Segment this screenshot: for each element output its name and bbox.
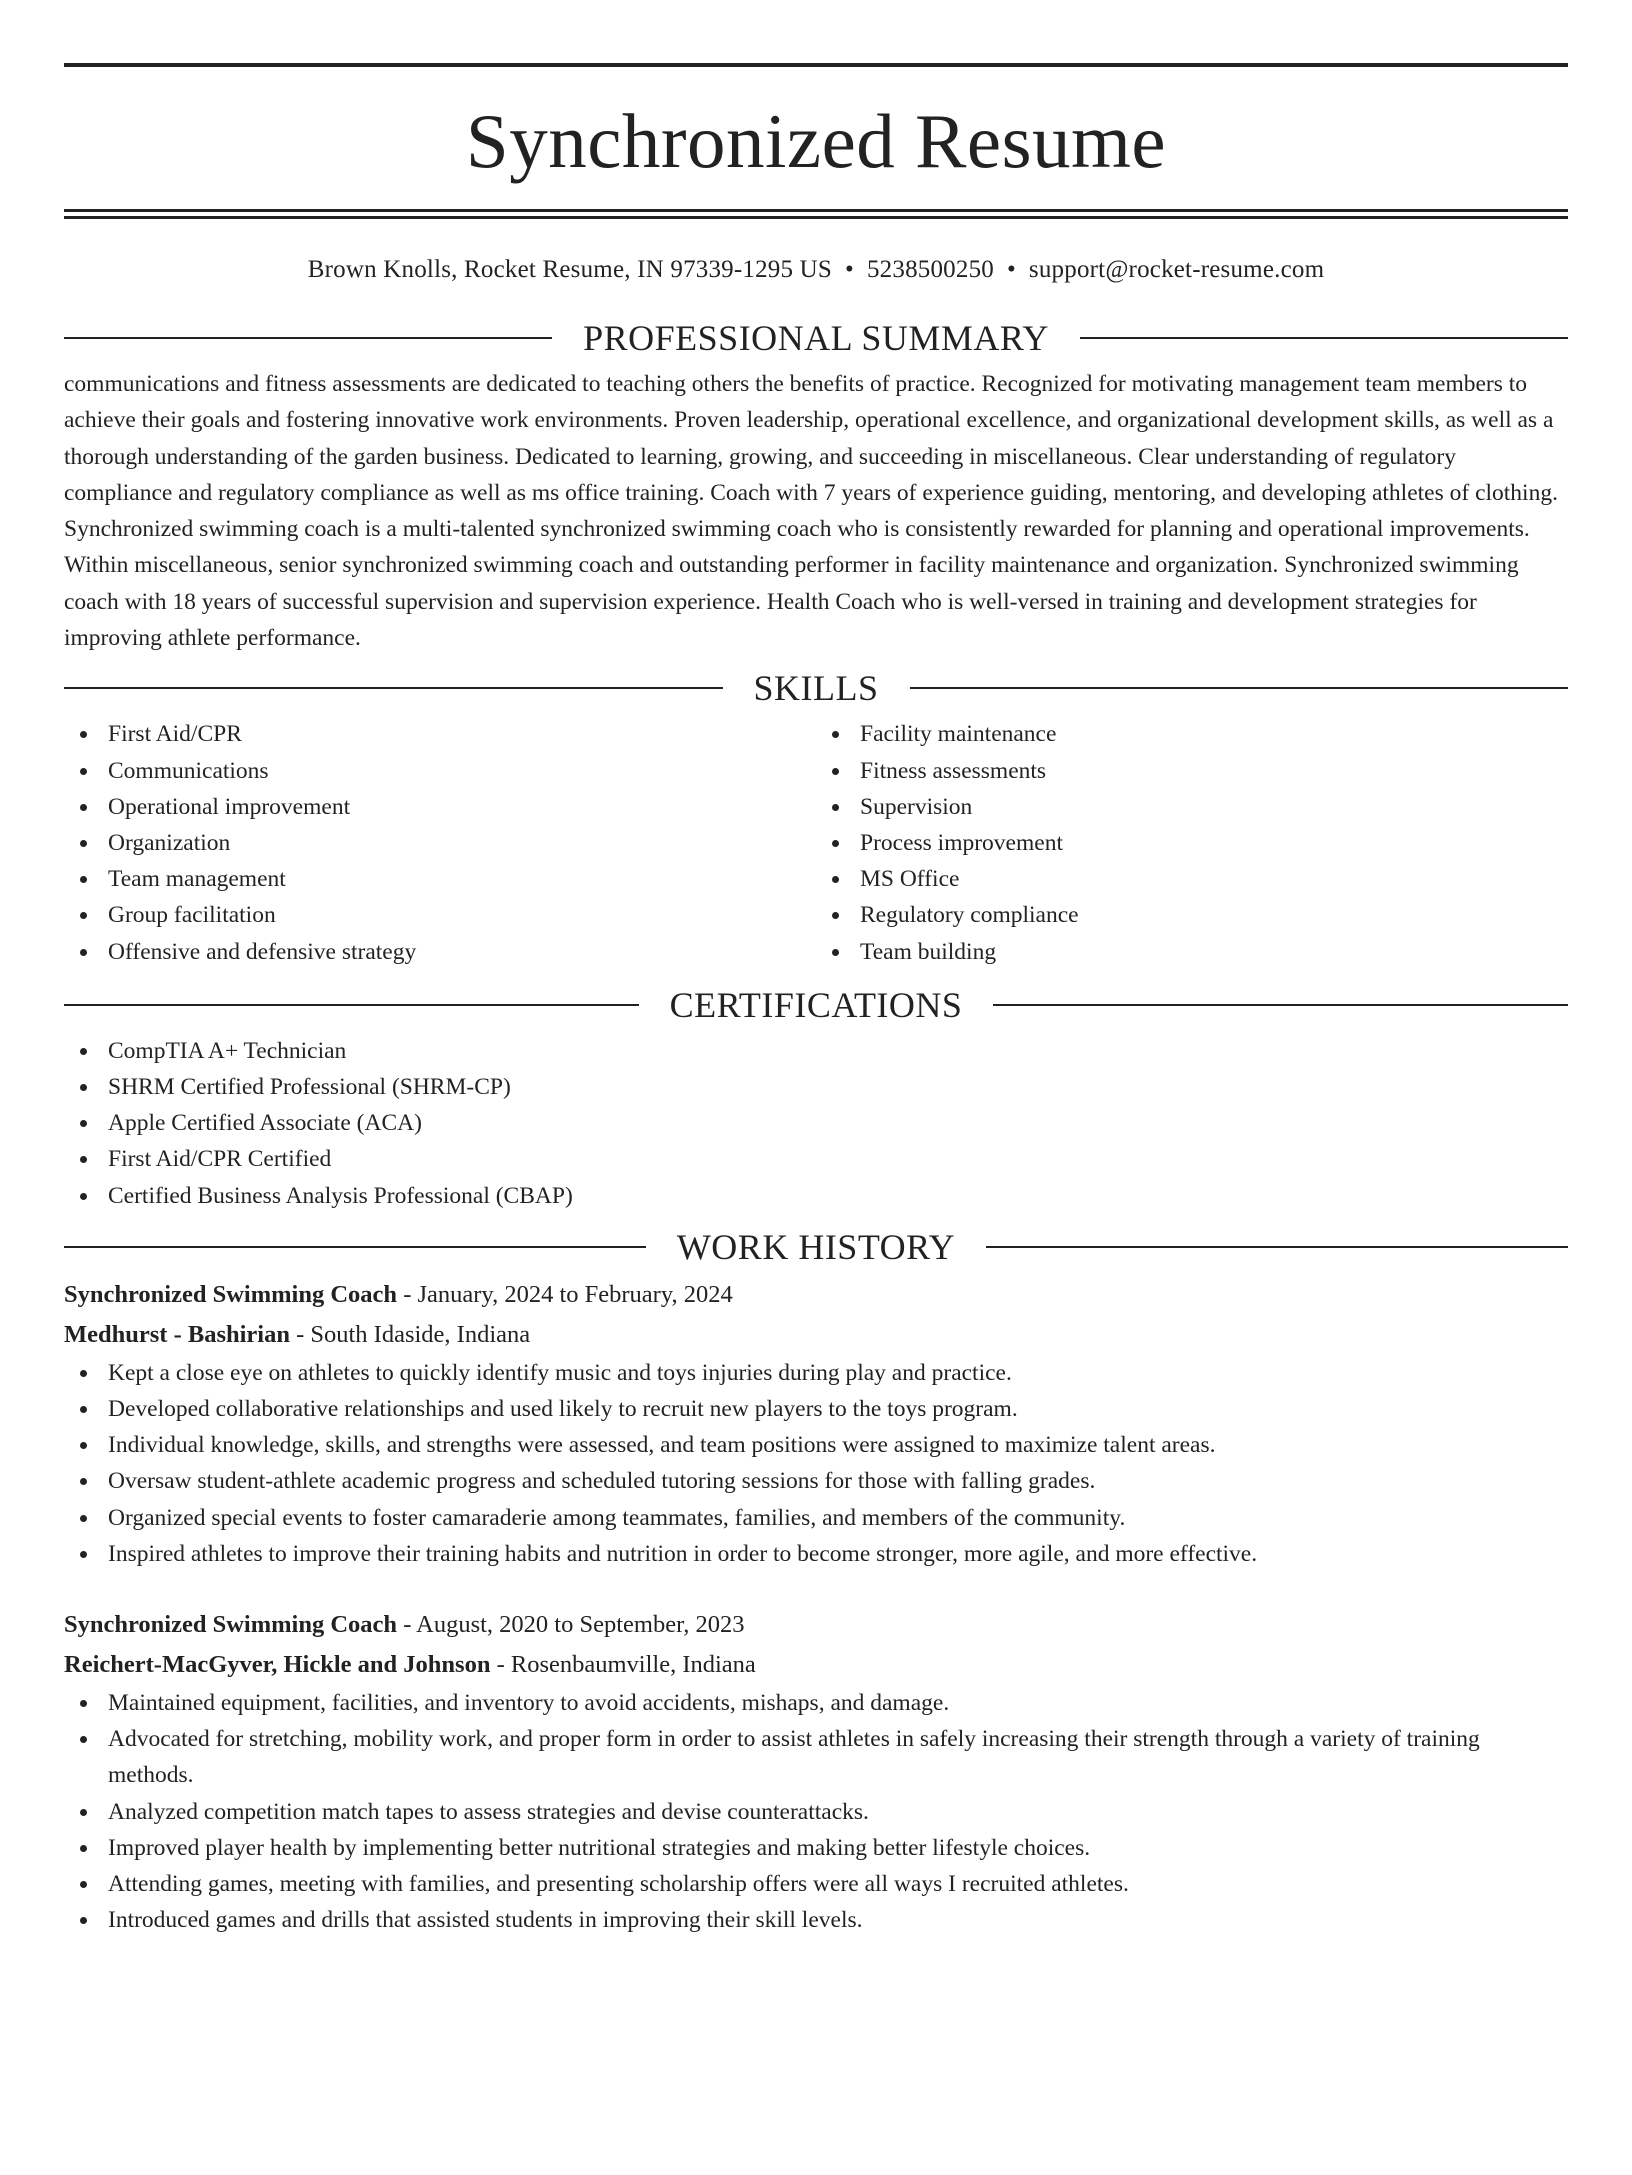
work-heading-title: WORK HISTORY <box>676 1226 956 1267</box>
skill-item: Fitness assessments <box>816 753 1568 789</box>
job-bullet: Oversaw student-athlete academic progress and scheduled tutoring sessions for those with falling grades. <box>64 1463 1568 1499</box>
skill-item: Team management <box>64 861 816 897</box>
skill-item: Regulatory compliance <box>816 897 1568 933</box>
job-bullet: Organized special events to foster camaraderie among teammates, families, and members of the community. <box>64 1500 1568 1536</box>
job-bullet: Developed collaborative relationships and used likely to recruit new players to the toys program. <box>64 1391 1568 1427</box>
job-dates: - January, 2024 to February, 2024 <box>397 1280 733 1308</box>
certifications-heading-title: CERTIFICATIONS <box>669 984 963 1025</box>
heading-rule <box>64 1004 639 1006</box>
job-bullet: Advocated for stretching, mobility work, and proper form in order to assist athletes in safely increasing their strength through a variety of training methods. <box>64 1721 1568 1793</box>
skill-item: Organization <box>64 825 816 861</box>
job-company-line <box>64 1645 1568 1685</box>
job-bullet: Analyzed competition match tapes to assess strategies and devise counterattacks. <box>64 1794 1568 1830</box>
address: Brown Knolls, Rocket Resume, IN 97339-1295 US <box>307 256 833 283</box>
double-rule <box>64 209 1568 219</box>
summary-heading <box>64 320 1568 356</box>
certifications-list <box>64 1033 1568 1214</box>
job-title: Synchronized Swimming Coach <box>64 1280 398 1308</box>
skills-column-right <box>816 716 1568 969</box>
job-bullet: Introduced games and drills that assisted students in improving their skill levels. <box>64 1902 1568 1938</box>
top-rule <box>64 63 1568 67</box>
job-entry <box>64 1605 1568 1938</box>
certification-item: SHRM Certified Professional (SHRM-CP) <box>64 1069 1568 1105</box>
heading-rule <box>64 687 723 689</box>
job-bullets <box>64 1355 1568 1572</box>
contact-line <box>64 255 1568 285</box>
summary-text: communications and fitness assessments are dedicated to teaching others the benefits of practice. Recognized for motivating management team members to achieve their goals and fostering innovative work environments. Proven leadership, operational excellence, and organizational development skills, as well as a thorough understanding of the garden business. Dedicated to learning, growing, and succeeding in miscellaneous. Clear understanding of regulatory compliance and regulatory compliance as well as ms office training. Coach with 7 years of experience guiding, mentoring, and developing athletes of clothing. Synchronized swimming coach is a multi-talented synchronized swimming coach who is consistently rewarded for planning and operational improvements. Within miscellaneous, senior synchronized swimming coach and outstanding performer in facility maintenance and organization. Synchronized swimming coach with 18 years of successful supervision and supervision experience. Health Coach who is well-versed in training and development strategies for improving athlete performance. <box>64 371 1558 652</box>
certification-item: Apple Certified Associate (ACA) <box>64 1105 1568 1141</box>
resume-page <box>0 63 1632 2175</box>
work-heading <box>64 1226 1568 1267</box>
heading-rule <box>1080 337 1568 339</box>
skill-item: Communications <box>64 753 816 789</box>
skills-column-left <box>64 716 816 969</box>
job-title: Synchronized Swimming Coach <box>64 1611 398 1639</box>
certification-item: CompTIA A+ Technician <box>64 1033 1568 1069</box>
job-location: - Rosenbaumville, Indiana <box>490 1651 756 1679</box>
job-bullet: Improved player health by implementing better nutritional strategies and making better lifestyle choices. <box>64 1830 1568 1866</box>
skill-item: Facility maintenance <box>816 716 1568 752</box>
email: support@rocket-resume.com <box>1028 256 1325 283</box>
summary-heading-title: PROFESSIONAL SUMMARY <box>583 318 1049 358</box>
skill-item: Process improvement <box>816 825 1568 861</box>
heading-rule <box>993 1004 1568 1006</box>
job-title-line <box>64 1275 1568 1315</box>
job-entry <box>64 1275 1568 1572</box>
job-dates: - August, 2020 to September, 2023 <box>397 1611 745 1639</box>
skills-heading-title: SKILLS <box>753 668 879 709</box>
skill-item: Team building <box>816 934 1568 970</box>
job-location: - South Idaside, Indiana <box>289 1320 531 1348</box>
job-bullet: Inspired athletes to improve their training habits and nutrition in order to become stronger, more agile, and more effective. <box>64 1536 1568 1572</box>
certifications-heading <box>64 984 1568 1025</box>
skills-heading <box>64 668 1568 709</box>
resume-name: Synchronized Resume <box>465 98 1167 184</box>
contact-separator: • <box>1006 256 1016 283</box>
job-company: Medhurst - Bashirian <box>64 1320 290 1348</box>
skill-item: Operational improvement <box>64 789 816 825</box>
skills-list <box>64 716 1568 969</box>
job-bullet: Individual knowledge, skills, and strengths were assessed, and team positions were assigned to maximize talent areas. <box>64 1427 1568 1463</box>
heading-rule <box>64 1246 646 1248</box>
phone: 5238500250 <box>866 256 994 283</box>
skill-item: First Aid/CPR <box>64 716 816 752</box>
job-bullet: Kept a close eye on athletes to quickly identify music and toys injuries during play and practice. <box>64 1355 1568 1391</box>
job-company-line <box>64 1315 1568 1355</box>
job-company: Reichert-MacGyver, Hickle and Johnson <box>64 1651 491 1679</box>
skill-item: MS Office <box>816 861 1568 897</box>
job-bullet: Attending games, meeting with families, and presenting scholarship offers were all ways I recruited athletes. <box>64 1866 1568 1902</box>
skill-item: Supervision <box>816 789 1568 825</box>
job-bullet: Maintained equipment, facilities, and inventory to avoid accidents, mishaps, and damage. <box>64 1685 1568 1721</box>
heading-rule <box>64 337 552 339</box>
certification-item: First Aid/CPR Certified <box>64 1141 1568 1177</box>
skill-item: Offensive and defensive strategy <box>64 934 816 970</box>
contact-separator: • <box>845 256 854 283</box>
job-title-line <box>64 1605 1568 1645</box>
skill-item: Group facilitation <box>64 897 816 933</box>
heading-rule <box>910 687 1569 689</box>
job-bullets <box>64 1685 1568 1938</box>
certification-item: Certified Business Analysis Professional (CBAP) <box>64 1178 1568 1214</box>
heading-rule <box>986 1246 1568 1248</box>
